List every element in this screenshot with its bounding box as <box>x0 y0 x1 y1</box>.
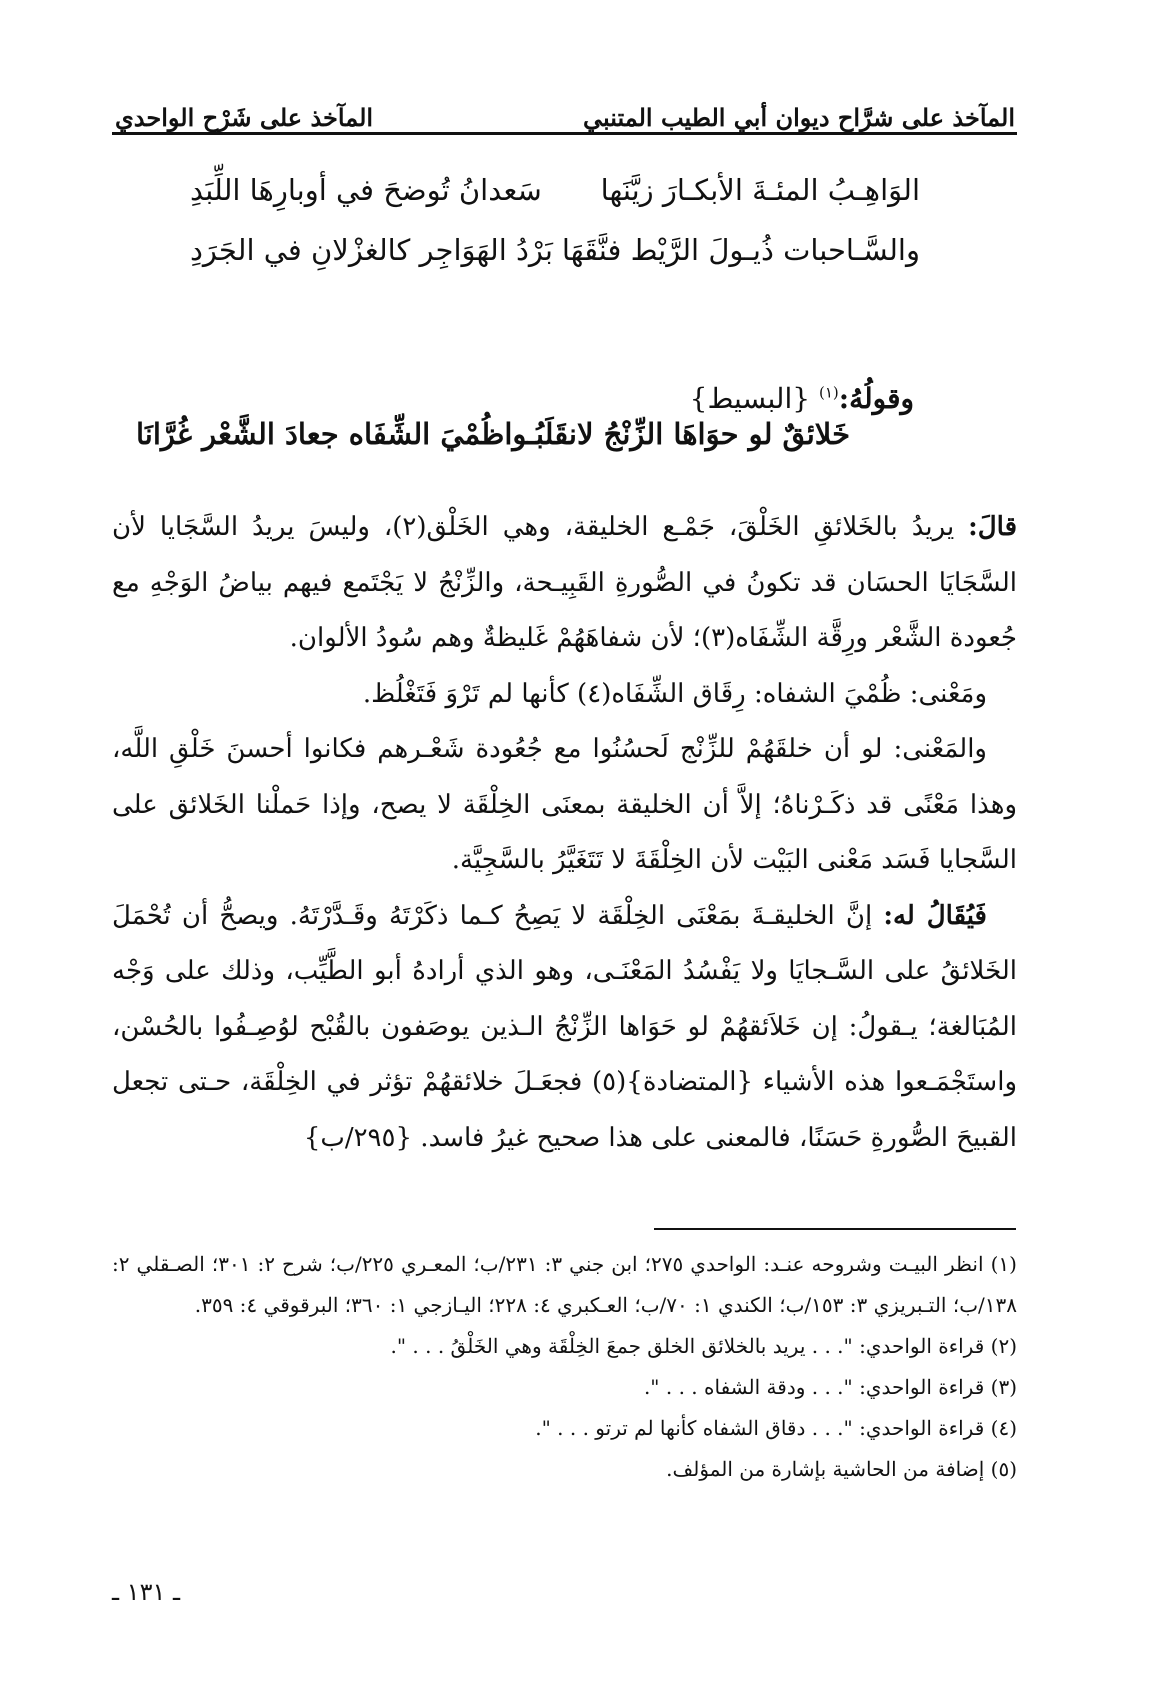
running-header <box>115 88 1015 132</box>
quoted-verses <box>190 160 920 280</box>
meter-name: {البسيط} <box>689 382 811 415</box>
footnote: (٢) قراءة الواحدي: ". . . يريد بالخلائق الخلق جمعَ الخِلْقَة وهي الخَلْقُ . . . ". <box>390 1334 1017 1358</box>
paragraph-text: ومَعْنى: ظُمْيَ الشفاه: رِقَاق الشِّفَاه(٤) كأنها لم تَرْوَ فَتَغْلُظ. <box>362 678 987 709</box>
footnote-separator <box>654 1228 1016 1230</box>
paragraph <box>112 500 1017 667</box>
header-rule <box>112 132 1017 135</box>
main-verse <box>135 404 850 464</box>
footnotes <box>112 1244 1017 1490</box>
footnote: (١) انظر البيـت وشروحه عنـد: الواحدي ٢٧٥؛ ابن جني ٣: ٢٣١/ب؛ المعـري ٢٢٥/ب؛ شرح ٢: ٣٠١؛ الصـقلي ٢: ١٣٨/ب؛ التـبريزي ٣: ١٥٣/ب؛ الكندي ١: ٧٠/ب؛ العـكبري ٤: ٢٢٨؛ اليـازجي ١: ٣٦٠؛ البرقوقي ٤: ٣٥٩. <box>112 1252 1017 1317</box>
paragraph-lead: قالَ: <box>968 512 1018 542</box>
verse-first-hemistich: الوَاهِـبُ المئـةَ الأبكـارَ زيَّنَها <box>600 173 920 207</box>
verse-second-hemistich: بَرْدُ الهَوَاجِر كالغزْلانِ في الجَرَدِ <box>190 233 553 267</box>
verse-line <box>190 220 920 280</box>
footnote-ref: (١) <box>818 383 839 402</box>
paragraph-text: إنَّ الخليقـةَ بمَعْنَى الخِلْقَة لا يَصِحُ كـما ذكَرْتَهُ وقَـدَّرْتَهُ. ويصحُّ أن تُحْمَلَ الخَلائقُ على السَّـجايَا ولا يَفْسُدُ المَعْنَـى، وهو الذي أرادهُ أبو الطَّيِّب، وذلك على وَجْه المُبَالغة؛ يـقولُ: إن خَلاَئقهُمْ لو حَوَاها الزِّنْجُ الـذين يوصَفون بالقُبْح لوُصِـفُوا بالحُسْن، واستَجْمَـعوا هذه الأشياء {المتضادة}(٥) فجعَـلَ خلائقهُمْ تؤثر في الخِلْقَة، حـتى تجعل القبيحَ الصُّورةِ حَسَنًا، فالمعنى على هذا صحيح غيرُ فاسد. {٢٩٥/ب} <box>112 900 1017 1153</box>
verse-first-hemistich: خَلائقٌ لو حوَاهَا الزِّنْجُ لانقَلَبُـوا <box>504 417 850 451</box>
paragraph-text: والمَعْنى: لو أن خلقَهُمْ للزِّنْج لَحسُنُوا مع جُعُودة شَعْـرهم فكانوا أحسنَ خَلْقِ اللَّه، وهذا مَعْنًى قد ذكَـرْناهُ؛ إلاَّ أن الخليقة بمعنَى الخِلْقَة لا يصح، وإذا حَملْنا الخَلائق على السَّجايا فَسَد مَعْنى البَيْت لأن الخِلْقَةَ لا تَتَغَيَّرُ بالسَّجِيَّة. <box>112 734 1017 875</box>
intro-lead: وقولُهُ: <box>838 382 914 415</box>
footnote: (٣) قراءة الواحدي: ". . . ودقة الشفاه . . . ". <box>643 1375 1017 1399</box>
verse-first-hemistich: والسَّـاحبات ذُيـولَ الرَّيْط فنَّقَهَا <box>561 233 920 267</box>
paragraph <box>112 667 1017 723</box>
verse-line <box>190 160 920 220</box>
footnote: (٤) قراءة الواحدي: ". . . دقاق الشفاه كأنها لم ترتو . . . ". <box>535 1416 1017 1440</box>
verse-second-hemistich: ظُمْيَ الشِّفَاه جعادَ الشَّعْر غُرَّانَا <box>135 417 505 451</box>
footnote: (٥) إضافة من الحاشية بإشارة من المؤلف. <box>666 1457 1017 1481</box>
page-number: ـ ١٣١ ـ <box>112 1578 181 1606</box>
paragraph <box>112 889 1017 1167</box>
header-chapter-title: المآخذ على شَرْح الواحدي <box>115 103 374 132</box>
paragraph-text: يريدُ بالخَلائقِ الخَلْقَ، جَمْـع الخليقة، وهي الخَلْق(٢)، وليسَ يريدُ السَّجَايا لأن السَّجَايَا الحسَان قد تكونُ في الصُّورةِ القَبِيـحة، والزِّنْجُ لا يَجْتَمع فيهم بياضُ الوَجْهِ مع جُعودة الشَّعْر ورِقَّة الشِّفَاه(٣)؛ لأن شفاهَهُمْ غَليظةٌ وهم سُودُ الألوان. <box>112 512 1017 653</box>
paragraph-lead: فَيُقَالُ له: <box>883 900 987 931</box>
verse-second-hemistich: سَعدانُ تُوضحَ في أوبارِهَا اللِّبَدِ <box>190 173 542 207</box>
commentary-body <box>112 500 1017 1166</box>
header-book-title: المآخذ على شرَّاح ديوان أبي الطيب المتنبي <box>583 103 1015 132</box>
paragraph <box>112 722 1017 889</box>
verse-line <box>135 404 850 464</box>
